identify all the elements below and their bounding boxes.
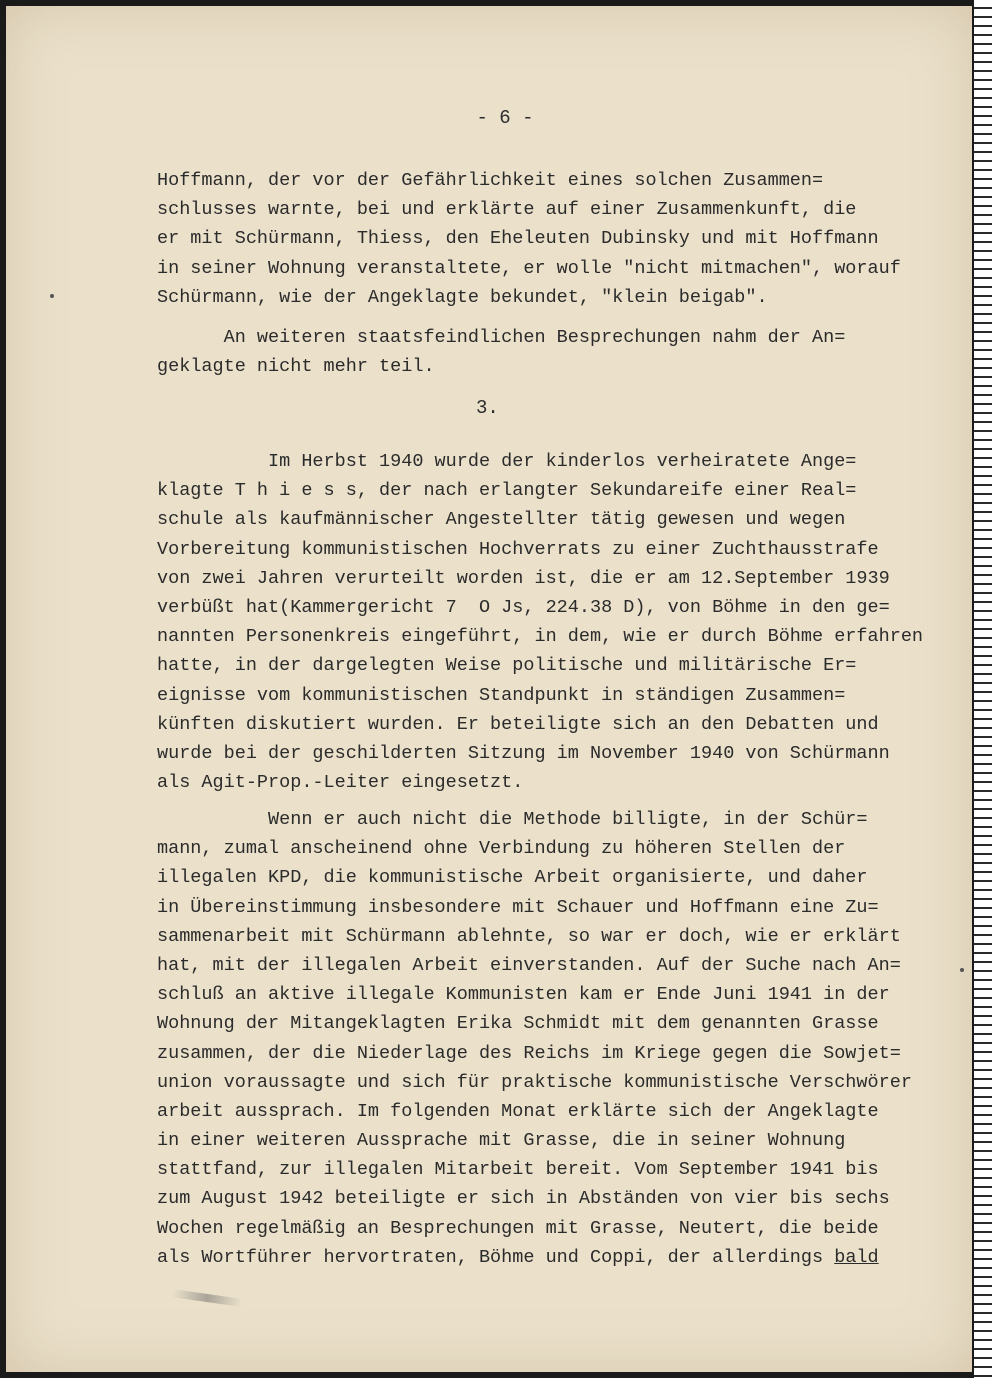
last-line-text: als Wortführer hervortraten, Böhme und Coppi, der allerdings [157,1247,835,1268]
paragraph-2 [157,323,947,381]
text-line: mann, zumal anscheinend ohne Verbindung zu höheren Stellen der [157,838,846,860]
text-line: eignisse vom kommunistischen Standpunkt in ständigen Zusammen= [157,684,846,706]
text-line: er mit Schürmann, Thiess, den Eheleuten Dubinsky und mit Hoffmann [157,228,879,250]
paragraph-3 [157,447,947,797]
paragraph-4 [157,805,947,1243]
text-line: schluß an aktive illegale Kommunisten kam er Ende Juni 1941 in der [157,984,890,1006]
text-line: arbeit aussprach. Im folgenden Monat erklärte sich der Angeklagte [157,1100,879,1122]
text-line: künften diskutiert wurden. Er beteiligte sich an den Debatten und [157,713,879,735]
text-line: wurde bei der geschilderten Sitzung im November 1940 von Schürmann [157,742,890,764]
text-line: An weiteren staatsfeindlichen Besprechungen nahm der An= [157,327,846,348]
text-line: nannten Personenkreis eingeführt, in dem, wie er durch Böhme erfahren [157,626,924,648]
text-line: geklagte nicht mehr teil. [157,356,435,378]
scan-edge-strip [974,0,992,1378]
text-line: schlusses warnte, bei und erklärte auf einer Zusammenkunft, die [157,199,857,221]
text-line: verbüßt hat(Kammergericht 7 O Js, 224.38 D), von Böhme in den ge= [157,596,890,618]
last-line [157,1243,947,1272]
margin-dot [50,294,54,298]
text-line: sammenarbeit mit Schürmann ablehnte, so war er doch, wie er erklärt [157,925,901,947]
margin-dot [960,968,964,972]
text-line: Im Herbst 1940 wurde der kinderlos verheiratete Ange= [157,451,857,472]
text-line: klagte T h i e s s, der nach erlangter Sekundareife einer Real= [157,480,857,502]
text-line: stattfand, zur illegalen Mitarbeit bereit. Vom September 1941 bis [157,1159,879,1181]
text-line: Wenn er auch nicht die Methode billigte, in der Schür= [157,809,868,830]
text-line: zusammen, der die Niederlage des Reichs im Kriege gegen die Sowjet= [157,1042,901,1064]
text-line: in einer weiteren Aussprache mit Grasse, die in seiner Wohnung [157,1130,846,1152]
text-line: Vorbereitung kommunistischen Hochverrats zu einer Zuchthausstrafe [157,538,879,560]
text-line: hatte, in der dargelegten Weise politische und militärische Er= [157,655,857,677]
text-line: union voraussagte und sich für praktische kommunistische Verschwörer [157,1071,912,1093]
paragraph-1 [157,166,947,312]
text-line: zum August 1942 beteiligte er sich in Abständen von vier bis sechs [157,1188,890,1210]
text-line: Wochen regelmäßig an Besprechungen mit Grasse, Neutert, die beide [157,1217,879,1239]
text-line: Schürmann, wie der Angeklagte bekundet, "klein beigab". [157,286,768,308]
text-line: Hoffmann, der vor der Gefährlichkeit eines solchen Zusammen= [157,170,824,191]
text-line: in seiner Wohnung veranstaltete, er wolle "nicht mitmachen", worauf [157,257,901,279]
text-line: illegalen KPD, die kommunistische Arbeit organisierte, und daher [157,867,868,889]
page-number: - 6 - [476,107,534,129]
text-line: von zwei Jahren verurteilt worden ist, die er am 12.September 1939 [157,567,890,589]
text-line: hat, mit der illegalen Arbeit einverstanden. Auf der Suche nach An= [157,954,901,976]
text-line: schule als kaufmännischer Angestellter tätig gewesen und wegen [157,509,846,531]
underlined-word: bald [834,1247,879,1268]
text-line: Wohnung der Mitangeklagten Erika Schmidt mit dem genannten Grasse [157,1013,879,1035]
text-line: in Übereinstimmung insbesondere mit Schauer und Hoffmann eine Zu= [157,896,879,918]
section-number: 3. [476,397,499,419]
text-line: als Agit-Prop.-Leiter eingesetzt. [157,772,524,794]
